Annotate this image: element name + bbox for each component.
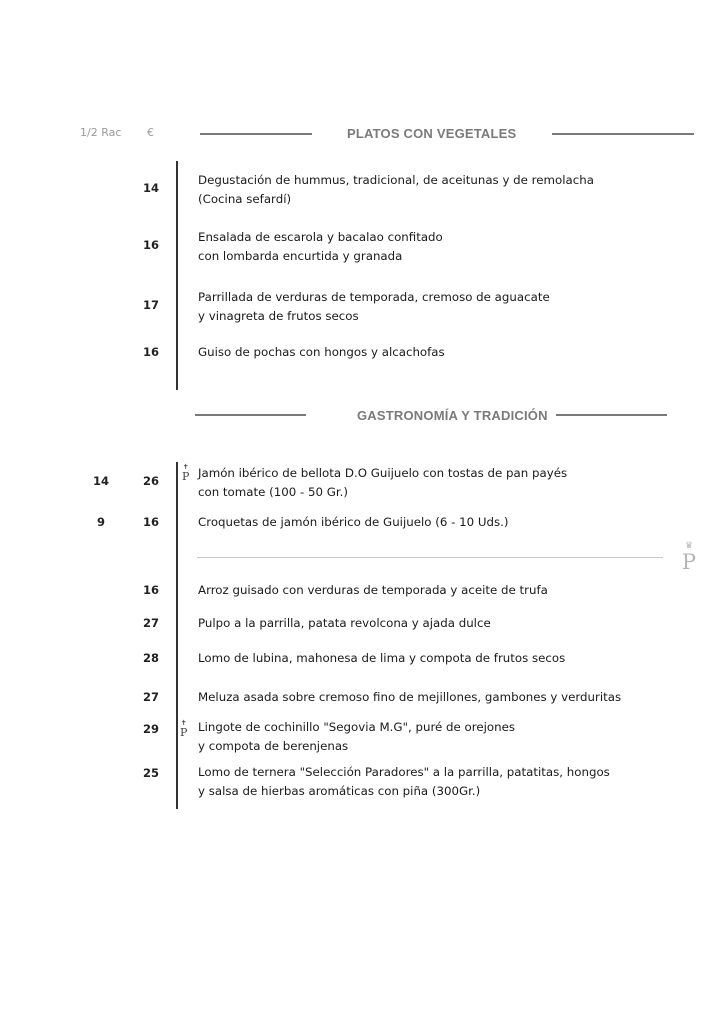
item-price: 28 <box>142 651 159 665</box>
item-line: Jamón ibérico de bellota D.O Guijuelo con tostas de pan payés <box>198 466 568 480</box>
item-description <box>198 513 508 532</box>
item-description <box>198 288 550 326</box>
p-letter-icon: P <box>182 470 190 483</box>
p-letter-icon: P <box>180 726 188 739</box>
separator-line <box>197 557 663 558</box>
section-rule-right <box>552 133 694 135</box>
item-half-price: 9 <box>96 515 105 529</box>
item-line: Lomo de ternera "Selección Paradores" a la parrilla, patatitas, hongos <box>198 765 610 779</box>
item-line: Degustación de hummus, tradicional, de aceitunas y de remolacha <box>198 173 594 187</box>
item-line: Ensalada de escarola y bacalao confitado <box>198 230 443 244</box>
item-line: con lombarda encurtida y granada <box>198 249 403 263</box>
item-half-price: 14 <box>92 474 109 488</box>
item-description <box>198 688 621 707</box>
item-price: 17 <box>142 298 159 312</box>
logo-letter: P <box>681 550 697 574</box>
item-description <box>198 581 548 600</box>
item-price: 16 <box>142 238 159 252</box>
item-price: 27 <box>142 690 159 704</box>
cross-icon: ✝ <box>180 719 187 727</box>
item-price: 14 <box>142 181 159 195</box>
section-rule-left <box>195 414 306 416</box>
paradores-mark-icon <box>180 720 187 739</box>
item-description <box>198 763 610 801</box>
item-price: 26 <box>142 474 159 488</box>
section-rule-left <box>200 133 312 135</box>
item-line: Guiso de pochas con hongos y alcachofas <box>198 345 445 359</box>
cross-icon: ✝ <box>182 463 189 471</box>
section-rule-right <box>556 414 667 416</box>
item-description <box>198 343 445 362</box>
item-description <box>198 171 594 209</box>
item-price: 25 <box>142 766 159 780</box>
item-line: Lingote de cochinillo "Segovia M.G", puré de orejones <box>198 720 515 734</box>
section-divider-line <box>176 462 178 809</box>
item-line: Parrillada de verduras de temporada, cremoso de aguacate <box>198 290 550 304</box>
crown-icon: ♛ <box>684 541 694 551</box>
item-line: y vinagreta de frutos secos <box>198 309 359 323</box>
column-header-half-ration: 1/2 Rac <box>80 126 122 139</box>
item-description <box>198 464 567 502</box>
item-description <box>198 228 443 266</box>
item-line: (Cocina sefardí) <box>198 192 292 206</box>
item-line: con tomate (100 - 50 Gr.) <box>198 485 349 499</box>
item-line: y compota de berenjenas <box>198 739 349 753</box>
item-line: y salsa de hierbas aromáticas con piña (300Gr.) <box>198 784 481 798</box>
item-line: Pulpo a la parrilla, patata revolcona y ajada dulce <box>198 616 491 630</box>
item-price: 16 <box>142 345 159 359</box>
item-price: 16 <box>142 583 159 597</box>
item-price: 29 <box>142 722 159 736</box>
item-line: Croquetas de jamón ibérico de Guijuelo (6 - 10 Uds.) <box>198 515 509 529</box>
paradores-mark-icon <box>182 464 189 483</box>
item-price: 16 <box>142 515 159 529</box>
section-divider-line <box>176 161 178 390</box>
item-line: Meluza asada sobre cremoso fino de mejillones, gambones y verduritas <box>198 690 622 704</box>
item-description <box>198 718 515 756</box>
item-line: Lomo de lubina, mahonesa de lima y compota de frutos secos <box>198 651 566 665</box>
column-header-price: € <box>147 126 154 139</box>
section-title-vegetales: PLATOS CON VEGETALES <box>347 126 517 141</box>
section-title-gastronomia: GASTRONOMÍA Y TRADICIÓN <box>357 408 548 423</box>
paradores-logo <box>676 542 702 573</box>
item-description <box>198 649 565 668</box>
item-description <box>198 614 491 633</box>
item-price: 27 <box>142 616 159 630</box>
item-line: Arroz guisado con verduras de temporada y aceite de trufa <box>198 583 548 597</box>
